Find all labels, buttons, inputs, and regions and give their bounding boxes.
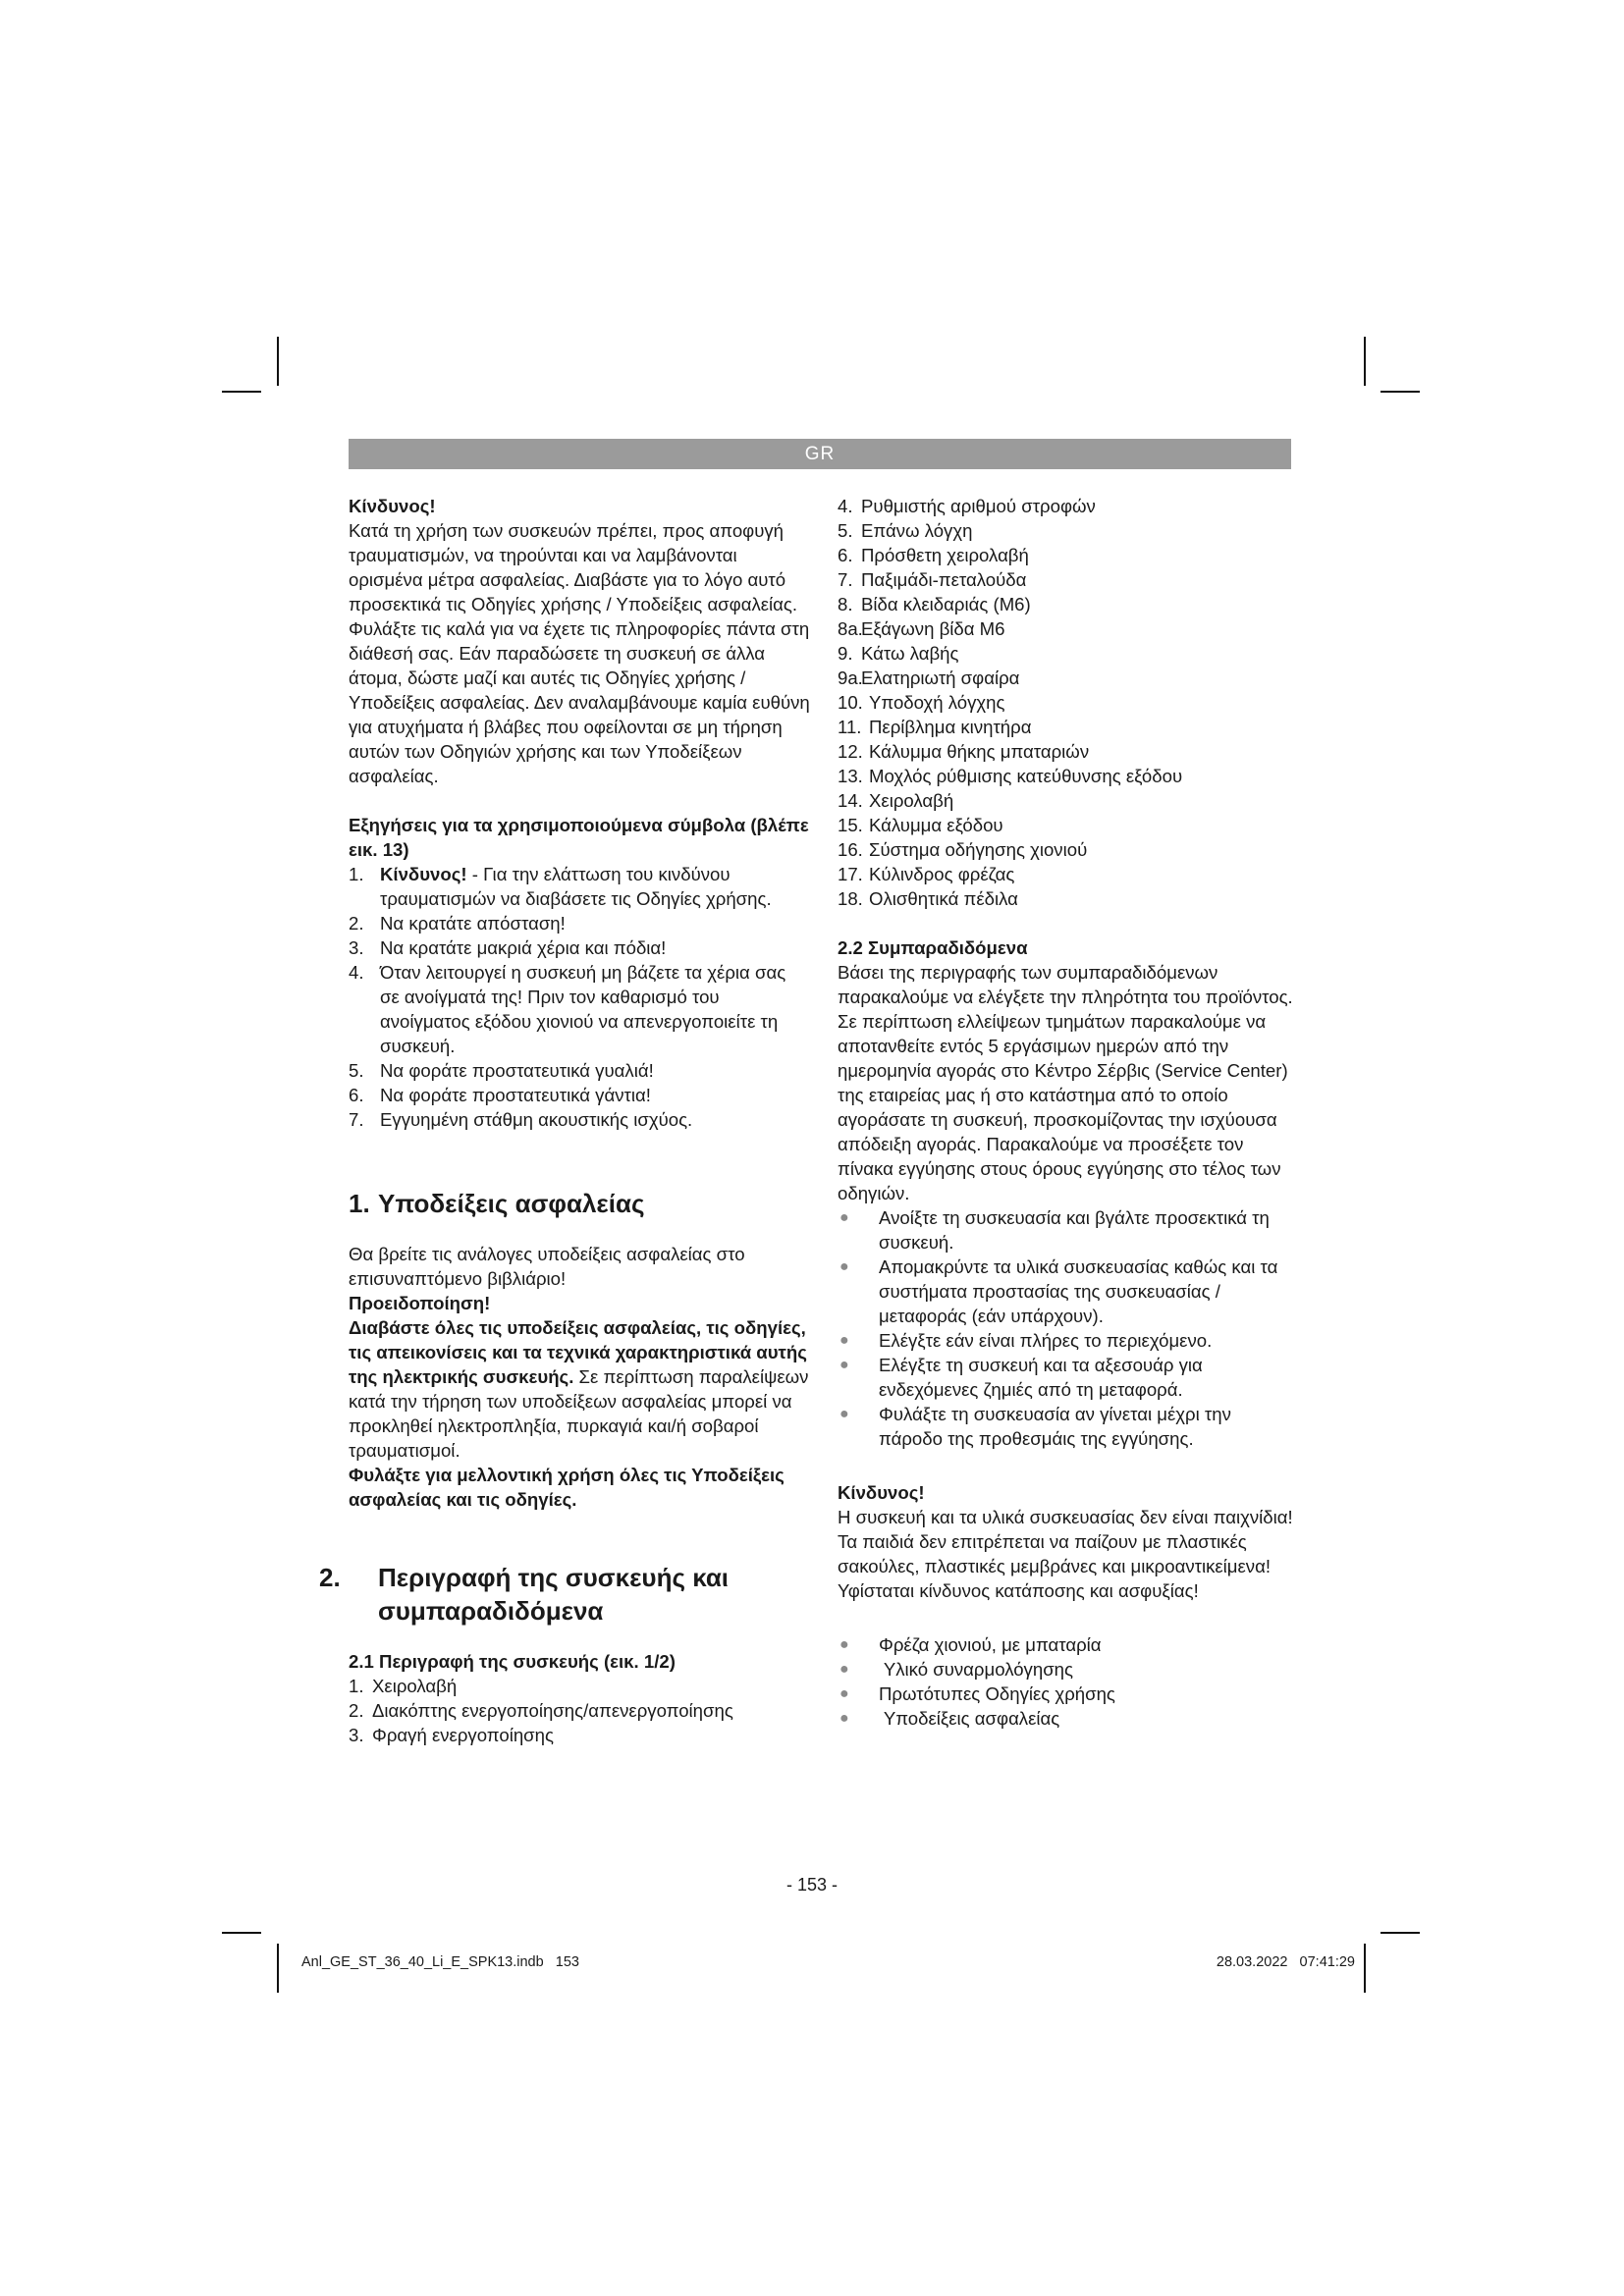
- list-item: 9. Κάτω λαβής: [838, 643, 959, 664]
- section-2-heading: 2. Περιγραφή της συσκευής και συμπαραδιδόμενα: [319, 1563, 730, 1626]
- danger-heading-right: Κίνδυνος!: [838, 1482, 925, 1503]
- list-item: 14. Χειρολαβή: [838, 790, 954, 811]
- list-item: 11. Περίβλημα κινητήρα: [838, 717, 1032, 737]
- section-1-body: Διαβάστε όλες τις υποδείξεις ασφαλείας, τις οδηγίες, τις απεικονίσεις και τα τεχνικά χαρακτηριστικά αυτής της ηλεκτρικής συσκευής. Σε περίπτωση παραλείψεων κατά την τήρηση των υποδείξεων ασφαλείας μπορεί να προκληθεί ηλεκτροπληξία, πυρκαγιά και/ή σοβαροί τραυματισμοί.: [349, 1317, 809, 1461]
- list-item: 15. Κάλυμμα εξόδου: [838, 815, 1003, 835]
- section-2-1-heading: 2.1 Περιγραφή της συσκευής (εικ. 1/2): [349, 1651, 676, 1672]
- crop-mark: [1380, 1932, 1420, 1934]
- list-item: 5. Επάνω λόγχη: [838, 520, 973, 541]
- list-item: 4. Όταν λειτουργεί η συσκευή μη βάζετε τα χέρια σας σε ανοίγματά της! Πριν τον καθαρισμό του ανοίγματος εξόδου χιονιού να απενεργοποιείτε τη συσκευή.: [349, 962, 786, 1056]
- unpacking-bullets: [838, 1205, 1299, 1451]
- list-item: 3. Να κρατάτε μακριά χέρια και πόδια!: [349, 937, 667, 958]
- list-item: 6. Να φοράτε προστατευτικά γάντια!: [349, 1085, 651, 1105]
- list-item: 13. Μοχλός ρύθμισης κατεύθυνσης εξόδου: [838, 766, 1183, 786]
- list-item: 7. Εγγυημένη στάθμη ακουστικής ισχύος.: [349, 1109, 693, 1130]
- list-item: 5. Να φοράτε προστατευτικά γυαλιά!: [349, 1060, 654, 1081]
- list-item: 10. Υποδοχή λόγχης: [838, 692, 1005, 713]
- list-item: 1. Χειρολαβή: [349, 1676, 458, 1696]
- list-item: ● Υποδείξεις ασφαλείας: [839, 1708, 1060, 1729]
- list-item: 7. Παξιμάδι-πεταλούδα: [838, 569, 1027, 590]
- section-1-heading: 1. Υποδείξεις ασφαλείας: [349, 1189, 645, 1218]
- crop-mark: [1364, 337, 1366, 386]
- crop-mark: [222, 1932, 261, 1934]
- crop-mark: [1380, 391, 1420, 393]
- danger-paragraph: Κατά τη χρήση των συσκευών πρέπει, προς αποφυγή τραυματισμών, να τηρούνται και να λαμβάνονται ορισμένα μέτρα ασφαλείας. Διαβάστε για το λόγο αυτό προσεκτικά τις Οδηγίες χρήσης / Υποδείξεις ασφαλείας. Φυλάξτε τις καλά για να έχετε τις πληροφορίες πάντα στη διάθεσή σας. Εάν παραδώσετε τη συσκευή σε άλλα άτομα, δώστε μαζί και αυτές τις Οδηγίες χρήσης / Υποδείξεις ασφαλείας. Δεν αναλαμβάνουμε καμία ευθύνη για ατυχήματα ή βλάβες που οφείλονται σε μη τήρηση αυτών των Οδηγιών χρήσης και των Υποδείξεων ασφαλείας.: [349, 520, 810, 786]
- left-column: [319, 494, 810, 1747]
- list-item: 2. Να κρατάτε απόσταση!: [349, 913, 566, 934]
- section-2-2-paragraph: Βάσει της περιγραφής των συμπαραδιδόμενων παρακαλούμε να ελέγξετε την πληρότητα του προϊόντος. Σε περίπτωση ελλείψεων τμημάτων παρακαλούμε να αποτανθείτε εντός 5 εργάσιμων ημερών από την ημερομηνία αγοράς στο Κέντρο Σέρβις (Service Center) της εταιρείας μας ή στο κατάστημα από το οποίο αγοράσατε τη συσκευή, προσκομίζοντας την ισχύουσα απόδειξη αγοράς. Παρακαλούμε να προσέξετε τον πίνακα εγγύησης στους όρους εγγύησης στο τέλος των οδηγιών.: [838, 962, 1293, 1203]
- list-item: ● Υλικό συναρμολόγησης: [839, 1659, 1073, 1680]
- list-item: 1. Κίνδυνος! - Για την ελάττωση του κινδύνου τραυματισμών να διαβάσετε τις Οδηγίες χρήσης.: [349, 864, 772, 909]
- symbols-heading: Εξηγήσεις για τα χρησιμοποιούμενα σύμβολα (βλέπε εικ. 13): [349, 815, 809, 860]
- list-item: 4. Ρυθμιστής αριθμού στροφών: [838, 496, 1096, 516]
- crop-mark: [277, 1944, 279, 1993]
- crop-mark: [222, 391, 261, 393]
- right-column: [838, 494, 1299, 1731]
- list-item: ● Ελέγξτε τη συσκευή και τα αξεσουάρ για ενδεχόμενες ζημιές από τη μεταφορά.: [839, 1355, 1203, 1400]
- list-item: ● Ανοίξτε τη συσκευασία και βγάλτε προσεκτικά τη συσκευή.: [839, 1207, 1270, 1253]
- list-item: ● Απομακρύντε τα υλικά συσκευασίας καθώς και τα συστήματα προστασίας της συσκευασίας / μεταφοράς (εάν υπάρχουν).: [839, 1256, 1278, 1326]
- language-band: GR: [349, 439, 1291, 469]
- list-item: 3. Φραγή ενεργοποίησης: [349, 1725, 554, 1745]
- list-item: ● Πρωτότυπες Οδηγίες χρήσης: [839, 1683, 1115, 1704]
- footer-date: 28.03.2022 07:41:29: [1216, 1954, 1355, 1970]
- list-item: 9a. Ελατηριωτή σφαίρα: [838, 667, 1020, 688]
- section-1-keep-note: Φυλάξτε για μελλοντική χρήση όλες τις Υποδείξεις ασφαλείας και τις οδηγίες.: [349, 1465, 785, 1510]
- parts-list-right: [838, 494, 1299, 911]
- warning-heading: Προειδοποίηση!: [349, 1293, 491, 1313]
- crop-mark: [1364, 1944, 1366, 1993]
- danger-paragraph-right: Η συσκευή και τα υλικά συσκευασίας δεν είναι παιχνίδια! Τα παιδιά δεν επιτρέπεται να παίζουν με πλαστικές σακούλες, πλαστικές μεμβράνες και μικροαντικείμενα! Υφίσταται κίνδυνος κατάποσης και ασφυξίας!: [838, 1507, 1293, 1601]
- list-item: ● Φυλάξτε τη συσκευασία αν γίνεται μέχρι την πάροδο της προθεσμάις της εγγύησης.: [839, 1404, 1231, 1449]
- scope-of-delivery-bullets: [838, 1632, 1299, 1731]
- list-item: 8. Βίδα κλειδαριάς (M6): [838, 594, 1031, 614]
- list-item: ● Φρέζα χιονιού, με μπαταρία: [839, 1634, 1102, 1655]
- list-item: ● Ελέγξτε εάν είναι πλήρες το περιεχόμενο.: [839, 1330, 1213, 1351]
- list-item: 18. Ολισθητικά πέδιλα: [838, 888, 1018, 909]
- page-number: - 153 -: [785, 1875, 839, 1895]
- symbols-list: [349, 862, 810, 1132]
- list-item: 17. Κύλινδρος φρέζας: [838, 864, 1015, 884]
- list-item: 12. Κάλυμμα θήκης μπαταριών: [838, 741, 1090, 762]
- list-item: 8a. Εξάγωνη βίδα M6: [838, 618, 1005, 639]
- section-1-intro: Θα βρείτε τις ανάλογες υποδείξεις ασφαλείας στο επισυναπτόμενο βιβλιάριο!: [349, 1244, 745, 1289]
- crop-mark: [277, 337, 279, 386]
- footer-filename: Anl_GE_ST_36_40_Li_E_SPK13.indb 153: [301, 1954, 579, 1970]
- list-item: 6. Πρόσθετη χειρολαβή: [838, 545, 1029, 565]
- section-2-2-heading: 2.2 Συμπαραδιδόμενα: [838, 937, 1028, 958]
- list-item: 2. Διακόπτης ενεργοποίησης/απενεργοποίησης: [349, 1700, 733, 1721]
- parts-list-left: [349, 1674, 810, 1747]
- danger-heading: Κίνδυνος!: [349, 496, 436, 516]
- list-item: 16. Σύστημα οδήγησης χιονιού: [838, 839, 1088, 860]
